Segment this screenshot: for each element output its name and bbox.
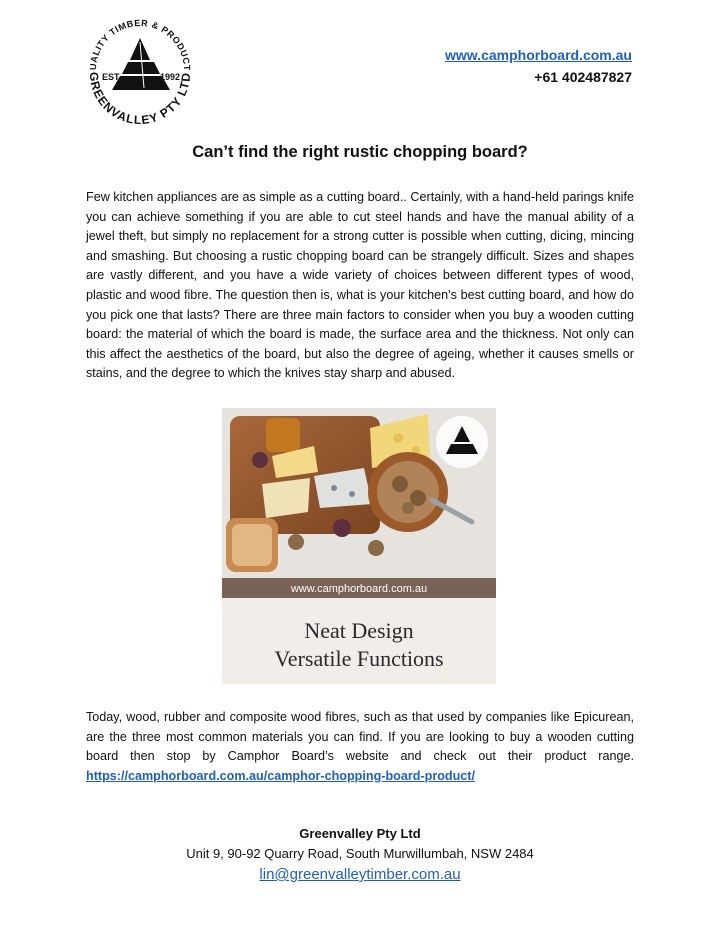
email-link[interactable]: lin@greenvalleytimber.com.au bbox=[259, 866, 461, 883]
header-contact bbox=[445, 44, 632, 88]
materials-text: Today, wood, rubber and composite wood fibres, such as that used by companies like Epicurean, are the three most common materials you can find. If you are looking to buy a wooden cutting board then stop by Camphor Board’s website and check out their product range. bbox=[86, 710, 634, 764]
page-title: Can’t find the right rustic chopping board? bbox=[192, 143, 528, 161]
svg-text:QUALITY TIMBER & PRODUCTS bbox=[78, 8, 192, 71]
logo-arc-bottom: GREENVALLEY PTY LTD bbox=[86, 71, 194, 128]
product-link[interactable]: https://camphorboard.com.au/camphor-chopping-board-product/ bbox=[86, 768, 476, 783]
footer-email bbox=[0, 866, 720, 883]
footer-address: Unit 9, 90-92 Quarry Road, South Murwillumbah, NSW 2484 bbox=[186, 846, 534, 861]
company-logo bbox=[78, 8, 203, 133]
footer-company: Greenvalley Pty Ltd bbox=[299, 826, 421, 841]
phone-number: +61 402487827 bbox=[534, 69, 632, 85]
intro-paragraph: Few kitchen appliances are as simple as a cutting board.. Certainly, with a hand-held parings knife you can achieve something if you are able to cut steel hands and have the manual ability of a jewel theft, but simply no replacement for a strong cutter is possible when cutting, dicing, mincing and smashing. But choosing a rustic chopping board can be strangely difficult. Sizes and shapes are vastly different, and you have a wide variety of choices between different types of wood, plastic and wood fibre. The question then is, what is your kitchen's best cutting board, and how do you pick one that lasts? There are three main factors to consider when you buy a wooden cutting board: the material of which the board is made, the surface area and the thickness. Not only can this affect the aesthetics of the board, but also the degree of ageing, whether it causes smells or stains, and the degree to which the knives stay sharp and abused. bbox=[86, 190, 634, 381]
product-image bbox=[222, 408, 496, 684]
materials-paragraph bbox=[86, 708, 634, 786]
banner-url: www.camphorboard.com.au bbox=[290, 583, 428, 595]
logo-arc-top: UALITY TIMBER & PRODUCT bbox=[87, 17, 193, 72]
stacked-boards-icon bbox=[112, 38, 170, 90]
website-link[interactable]: www.camphorboard.com.au bbox=[445, 47, 632, 63]
headline-line-1: Neat Design bbox=[304, 618, 414, 643]
headline-line-2: Versatile Functions bbox=[274, 646, 444, 671]
logo-est: EST bbox=[102, 72, 120, 82]
logo-year: 1992 bbox=[160, 72, 181, 82]
